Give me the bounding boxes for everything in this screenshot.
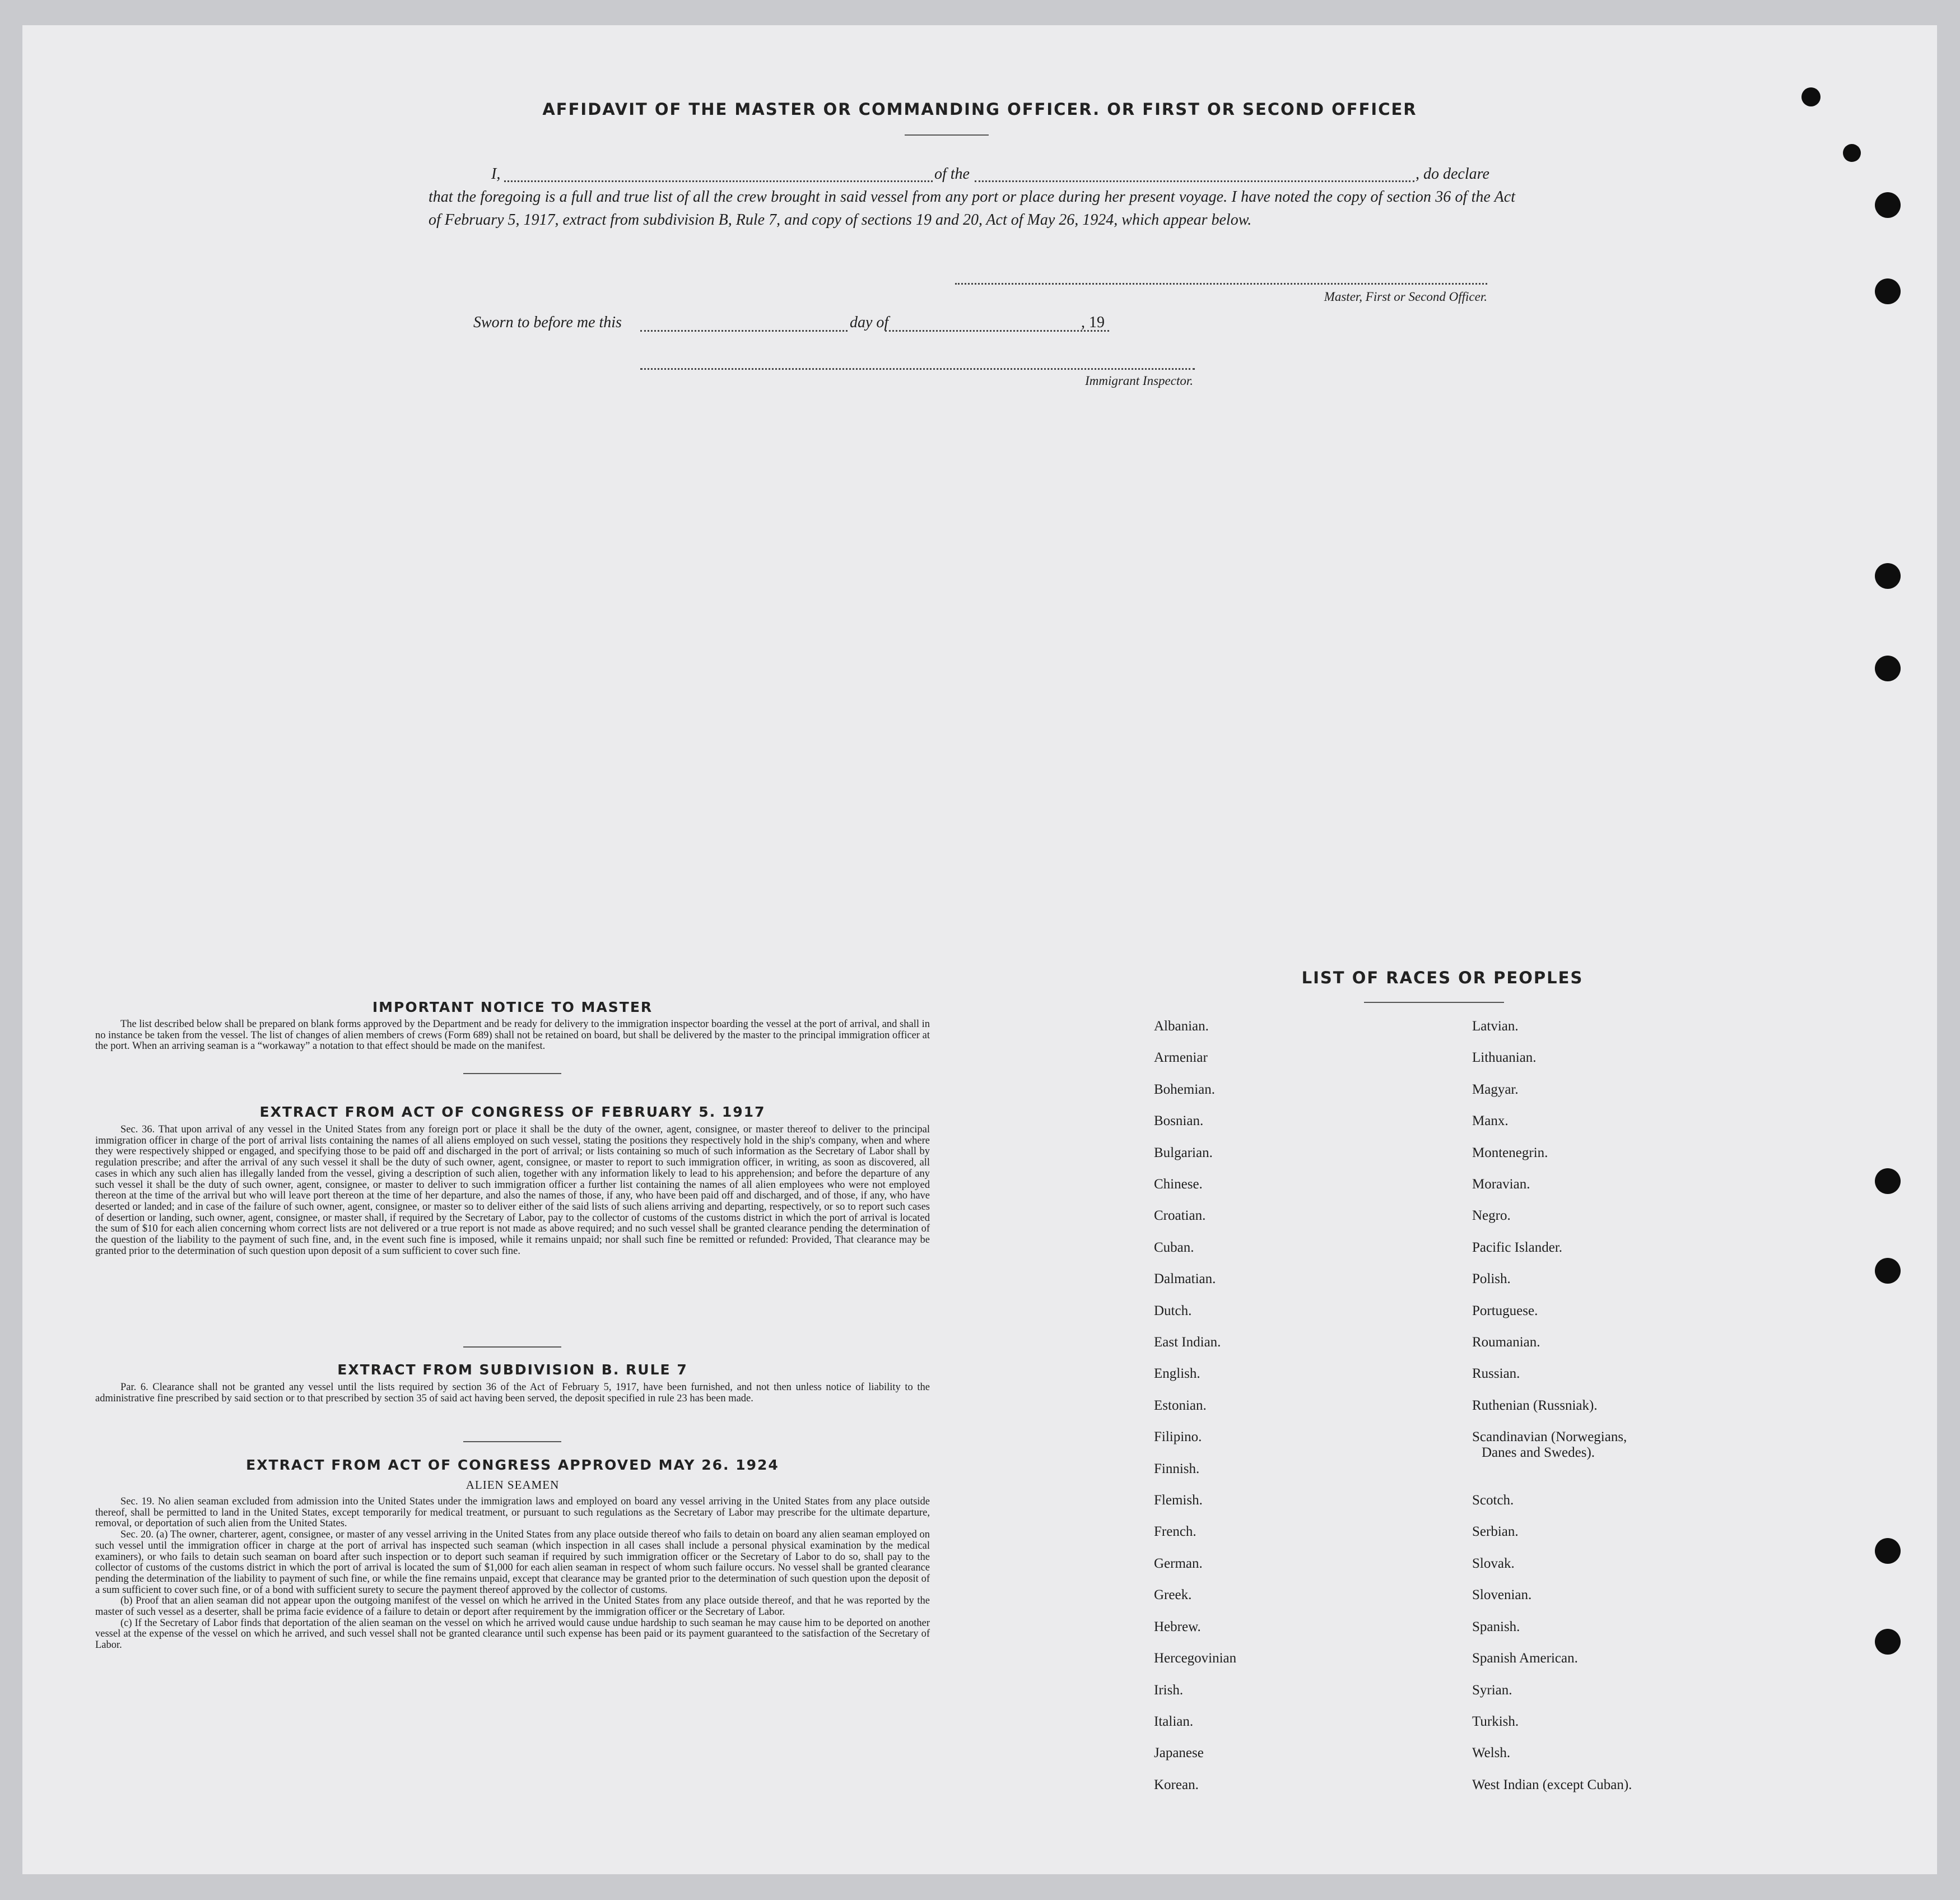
race-item-left: German. — [1154, 1556, 1203, 1571]
race-item-right: Slovak. — [1472, 1556, 1515, 1571]
extract-1917-title: EXTRACT FROM ACT OF CONGRESS OF FEBRUARY 5. 1917 — [259, 1104, 766, 1120]
race-item-right: Welsh. — [1472, 1745, 1511, 1760]
divider — [905, 134, 989, 136]
race-item-right: Montenegrin. — [1472, 1145, 1548, 1160]
divider — [463, 1346, 561, 1348]
punch-hole — [1875, 656, 1901, 681]
race-item-left: East Indian. — [1154, 1335, 1221, 1350]
race-item-right: Pacific Islander. — [1472, 1240, 1563, 1255]
sec20a-text: Sec. 20. (a) The owner, charterer, agent, consignee, or master of any vessel arriving in the United States from any place outside thereof who fails to detain on board any alien seaman employed on such vessel until the immigration officer in charge at the port of arrival has inspected such seaman (which inspection in all cases shall include a personal physical examination by the medical examiners), or who fails to detain such seaman on board after such inspection or to deport such seaman if required by such immigration officer or the Secretary of Labor to do so, shall pay to the collector of customs of the customs district in which the port of arrival is located the sum of $1,000 for each alien seaman in respect of whom such failure occurs. No vessel shall be granted clearance pending the determination of the liability to payment of such fine, or while the fine remains unpaid, except that clearance may be granted prior to the determination of such question upon the deposit of a sum sufficient to cover such fine, or of a bond with sufficient surety to secure the payment thereof approved by the collector of customs. — [95, 1529, 930, 1596]
race-item-right: Scotch. — [1472, 1493, 1514, 1508]
inspector-signature-field[interactable] — [640, 368, 1195, 370]
punch-hole — [1875, 1168, 1901, 1194]
race-item-left: Cuban. — [1154, 1240, 1194, 1255]
notice-text: The list described below shall be prepared on blank forms approved by the Department and be ready for delivery to the immigration inspector boarding the vessel at the port of arrival, and shall in no instance be taken from the vessel. The list of changes of alien members of crews (Form 689) shall not be retained on board, but shall be delivered by the master to the principal immigration officer at the port. When an arriving seaman is a “workaway” a notation to that effect should be made on the manifest. — [95, 1019, 930, 1052]
race-item-left: Korean. — [1154, 1777, 1199, 1792]
extract-1924-block — [95, 1497, 930, 1651]
declaration-text: that the foregoing is a full and true list of all the crew brought in said vessel from any port or place during her present voyage. I have noted the copy of section 36 of the Act of February 5, 1917, extract from subdivision B, Rule 7, and copy of sections 19 and 20, Act of May 26, 1924, which appear below. — [429, 188, 1515, 229]
race-item-left: Armeniar — [1154, 1050, 1208, 1065]
race-item-left: Filipino. — [1154, 1429, 1202, 1444]
sworn-month-field[interactable] — [885, 330, 1109, 332]
punch-hole — [1875, 1258, 1901, 1284]
extract-1924-title: EXTRACT FROM ACT OF CONGRESS APPROVED MAY 26. 1924 — [246, 1457, 779, 1473]
divider — [1364, 1002, 1504, 1003]
punch-hole — [1875, 1538, 1901, 1564]
race-item-left: Finnish. — [1154, 1461, 1200, 1476]
race-item-right: Portuguese. — [1472, 1303, 1538, 1318]
sec20b-text: (b) Proof that an alien seaman did not appear upon the outgoing manifest of the vessel on which he arrived in the United States from any place outside thereof, and that he was reported by the master of such vessel as a deserter, shall be prima facie evidence of a failure to detain or deport after requirement by the immigration officer or the Secretary of Labor. — [95, 1595, 930, 1618]
punch-hole — [1875, 278, 1901, 304]
race-item-right: Ruthenian (Russniak). — [1472, 1398, 1598, 1413]
year-prefix: , 19 — [1081, 314, 1105, 331]
race-item-right: Russian. — [1472, 1366, 1520, 1381]
sec20c-text: (c) If the Secretary of Labor finds that deportation of the alien seaman on the vessel on which he arrived would cause undue hardship to such seaman he may cause him to be deported on another vessel at the expense of the vessel on which he arrived, and such vessel shall not be granted clearance until such expense has been paid or its payment guaranteed to the satisfaction of the Secretary of Labor. — [95, 1617, 930, 1651]
race-item-right: Lithuanian. — [1472, 1050, 1537, 1065]
race-item-left: Croatian. — [1154, 1208, 1206, 1223]
sec19-text: Sec. 19. No alien seaman excluded from admission into the United States under the immigration laws and employed on board any vessel arriving in the United States from any place outside thereof, shall be permitted to land in the United States, except temporarily for medical treatment, or pursuant to such regulations as the Secretary of Labor may prescribe for the ultimate departure, removal, or deportation of such alien from the United States. — [95, 1496, 930, 1530]
divider — [463, 1441, 561, 1442]
affidavit-declaration-block — [429, 162, 1515, 231]
race-item-right: Negro. — [1472, 1208, 1511, 1223]
race-item-left: Bohemian. — [1154, 1082, 1216, 1097]
master-signature-label: Master, First or Second Officer. — [1324, 290, 1487, 304]
race-item-right: Serbian. — [1472, 1524, 1519, 1539]
race-item-left: Hebrew. — [1154, 1619, 1201, 1634]
punch-hole — [1875, 563, 1901, 589]
notice-title: IMPORTANT NOTICE TO MASTER — [372, 999, 653, 1015]
punch-hole — [1801, 87, 1821, 106]
race-item-right: Syrian. — [1472, 1683, 1512, 1698]
race-item-left: Dalmatian. — [1154, 1271, 1216, 1286]
race-item-right: Slovenian. — [1472, 1587, 1532, 1602]
master-signature-field[interactable] — [955, 283, 1487, 285]
extract-rule7-text: Par. 6. Clearance shall not be granted any vessel until the lists required by section 36 of the Act of February 5, 1917, have been furnished, and not then unless notice of liability to the administrative fine prescribed by said section or to that prescribed by section 35 of said act having been served, the deposit specified in rule 23 has been made. — [95, 1382, 930, 1404]
extract-rule7-block — [95, 1382, 930, 1404]
sworn-label: Sworn to before me this — [473, 314, 622, 331]
race-item-right: Danes and Swedes). — [1482, 1445, 1595, 1460]
race-item-right: Scandinavian (Norwegians, — [1472, 1429, 1627, 1444]
notice-text-block — [95, 1019, 930, 1052]
race-item-left: Greek. — [1154, 1587, 1192, 1602]
divider — [463, 1073, 561, 1074]
race-item-left: Hercegovinian — [1154, 1651, 1237, 1666]
race-item-left: French. — [1154, 1524, 1197, 1539]
extract-1917-block — [95, 1125, 930, 1257]
punch-hole — [1875, 192, 1901, 218]
races-title: LIST OF RACES OR PEOPLES — [1301, 968, 1584, 987]
form-page — [22, 25, 1937, 1874]
punch-hole — [1875, 1629, 1901, 1655]
affidavit-title: AFFIDAVIT OF THE MASTER OR COMMANDING OFFICER. OR FIRST OR SECOND OFFICER — [542, 100, 1417, 119]
day-of-label: day of — [850, 314, 889, 331]
race-item-right: Roumanian. — [1472, 1335, 1540, 1350]
do-declare-label: , do declare — [1416, 165, 1489, 183]
race-item-right: Turkish. — [1472, 1714, 1519, 1729]
race-item-right: West Indian (except Cuban). — [1472, 1777, 1632, 1792]
race-item-right: Moravian. — [1472, 1177, 1530, 1192]
race-item-left: Dutch. — [1154, 1303, 1192, 1318]
race-item-left: Bosnian. — [1154, 1113, 1204, 1128]
inspector-signature-label: Immigrant Inspector. — [1085, 374, 1193, 388]
race-item-right: Polish. — [1472, 1271, 1511, 1286]
race-item-right: Magyar. — [1472, 1082, 1519, 1097]
i-label: I, — [491, 165, 501, 183]
race-item-left: Irish. — [1154, 1683, 1184, 1698]
race-item-left: Chinese. — [1154, 1177, 1203, 1192]
extract-rule7-title: EXTRACT FROM SUBDIVISION B. RULE 7 — [337, 1362, 688, 1378]
of-the-label: of the — [934, 165, 970, 183]
race-item-left: Japanese — [1154, 1745, 1204, 1760]
race-item-left: Albanian. — [1154, 1019, 1209, 1034]
race-item-right: Spanish. — [1472, 1619, 1520, 1634]
race-item-left: Estonian. — [1154, 1398, 1207, 1413]
vessel-name-field[interactable] — [975, 180, 1414, 182]
punch-hole — [1843, 144, 1861, 162]
race-item-left: Flemish. — [1154, 1493, 1203, 1508]
race-item-left: English. — [1154, 1366, 1200, 1381]
alien-seamen-subtitle: ALIEN SEAMEN — [465, 1478, 560, 1492]
race-item-right: Latvian. — [1472, 1019, 1519, 1034]
race-item-right: Manx. — [1472, 1113, 1509, 1128]
sworn-day-field[interactable] — [640, 330, 848, 332]
race-item-left: Italian. — [1154, 1714, 1194, 1729]
race-item-left: Bulgarian. — [1154, 1145, 1213, 1160]
extract-1917-text: Sec. 36. That upon arrival of any vessel in the United States from any foreign port or place it shall be the duty of the owner, agent, consignee, or master thereof to deliver to the principal immigration officer in charge of the port of arrival lists containing the names of all aliens employed on such vessel, stating the positions they respectively hold in the ship's company, when and where they were respectively shipped or engaged, and specifying those to be paid off and discharged in the port of arrival; or lists containing so much of such information as the Secretary of Labor shall by regulation prescribe; and after the arrival of any such vessel it shall be the duty of such owner, agent, consignee, or master to report to such immigration officer, in writing, as soon as discovered, all cases in which any such alien has illegally landed from the vessel, giving a description of such alien, together with any information likely to lead to his apprehension; and before the departure of any such vessel it shall be the duty of such owner, agent, consignee, or master to deliver to such immigration officer a further list containing the names of all alien employees who were not employed thereon at the time of the arrival but who will leave port thereon at the time of her departure, and also the names of those, if any, who have been paid off and discharged, and of those, if any, who have deserted or landed; and in case of the failure of such owner, agent, consignee, or master so to deliver either of the said lists of such aliens arriving and departing, respectively, or so to report such cases of desertion or landing, such owner, agent, consignee, or master shall, if required by the Secretary of Labor, pay to the collector of customs of the customs district in which the port of arrival is located the sum of $10 for each alien concerning whom correct lists are not delivered or a true report is not made as above required; and no such vessel shall be granted clearance pending the determination of the question of the liability to the payment of such fine, and, in the event such fine is imposed, while it remains unpaid; nor shall such fine be remitted or refunded: Provided, That clearance may be granted prior to the determination of such question upon deposit of a sum sufficient to cover such fine. — [95, 1124, 930, 1257]
race-item-right: Spanish American. — [1472, 1651, 1578, 1666]
declarant-name-field[interactable] — [504, 180, 933, 182]
